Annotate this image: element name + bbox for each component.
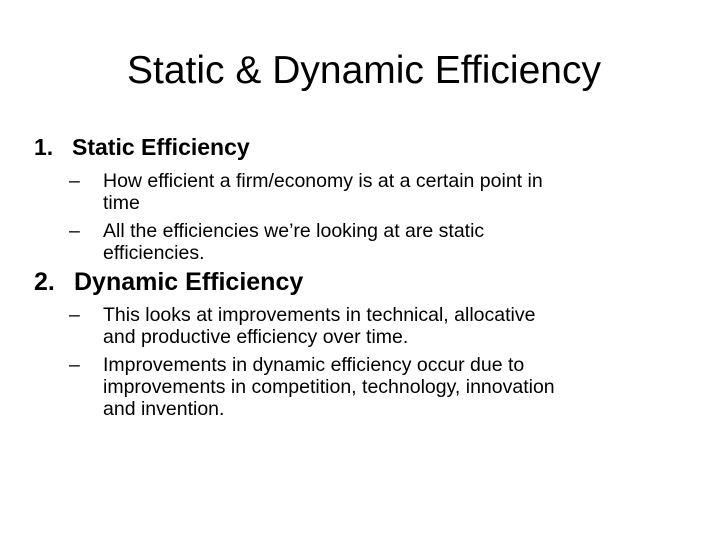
bullet-dynamic-causes [69, 354, 694, 420]
bullet-line: time [103, 192, 140, 214]
section-static-efficiency [34, 132, 694, 162]
section-number: 2. [34, 268, 55, 296]
bullet-line: How efficient a firm/economy is at a certain point in [103, 170, 543, 192]
section-heading: Static Efficiency [72, 134, 250, 160]
bullet-line: Improvements in dynamic efficiency occur due to [103, 354, 525, 376]
dash-bullet: – [69, 220, 80, 242]
bullet-line: This looks at improvements in technical, allocative [103, 304, 536, 326]
section-dynamic-efficiency [34, 266, 694, 298]
bullet-dynamic-definition [69, 304, 694, 348]
bullet-static-definition [69, 170, 694, 214]
slide-title: Static & Dynamic Efficiency [127, 49, 601, 92]
bullet-line: and invention. [103, 398, 225, 420]
dash-bullet: – [69, 170, 80, 192]
slide-content [34, 132, 694, 420]
dash-bullet: – [69, 304, 80, 326]
bullet-line: improvements in competition, technology, innovation [103, 376, 555, 398]
bullet-line: efficiencies. [103, 242, 205, 264]
section-heading: Dynamic Efficiency [74, 268, 304, 296]
section-number: 1. [34, 134, 54, 160]
bullet-line: All the efficiencies we’re looking at are static [103, 220, 485, 242]
bullet-line: and productive efficiency over time. [103, 326, 409, 348]
bullet-static-examples [69, 220, 694, 264]
dash-bullet: – [69, 354, 80, 376]
